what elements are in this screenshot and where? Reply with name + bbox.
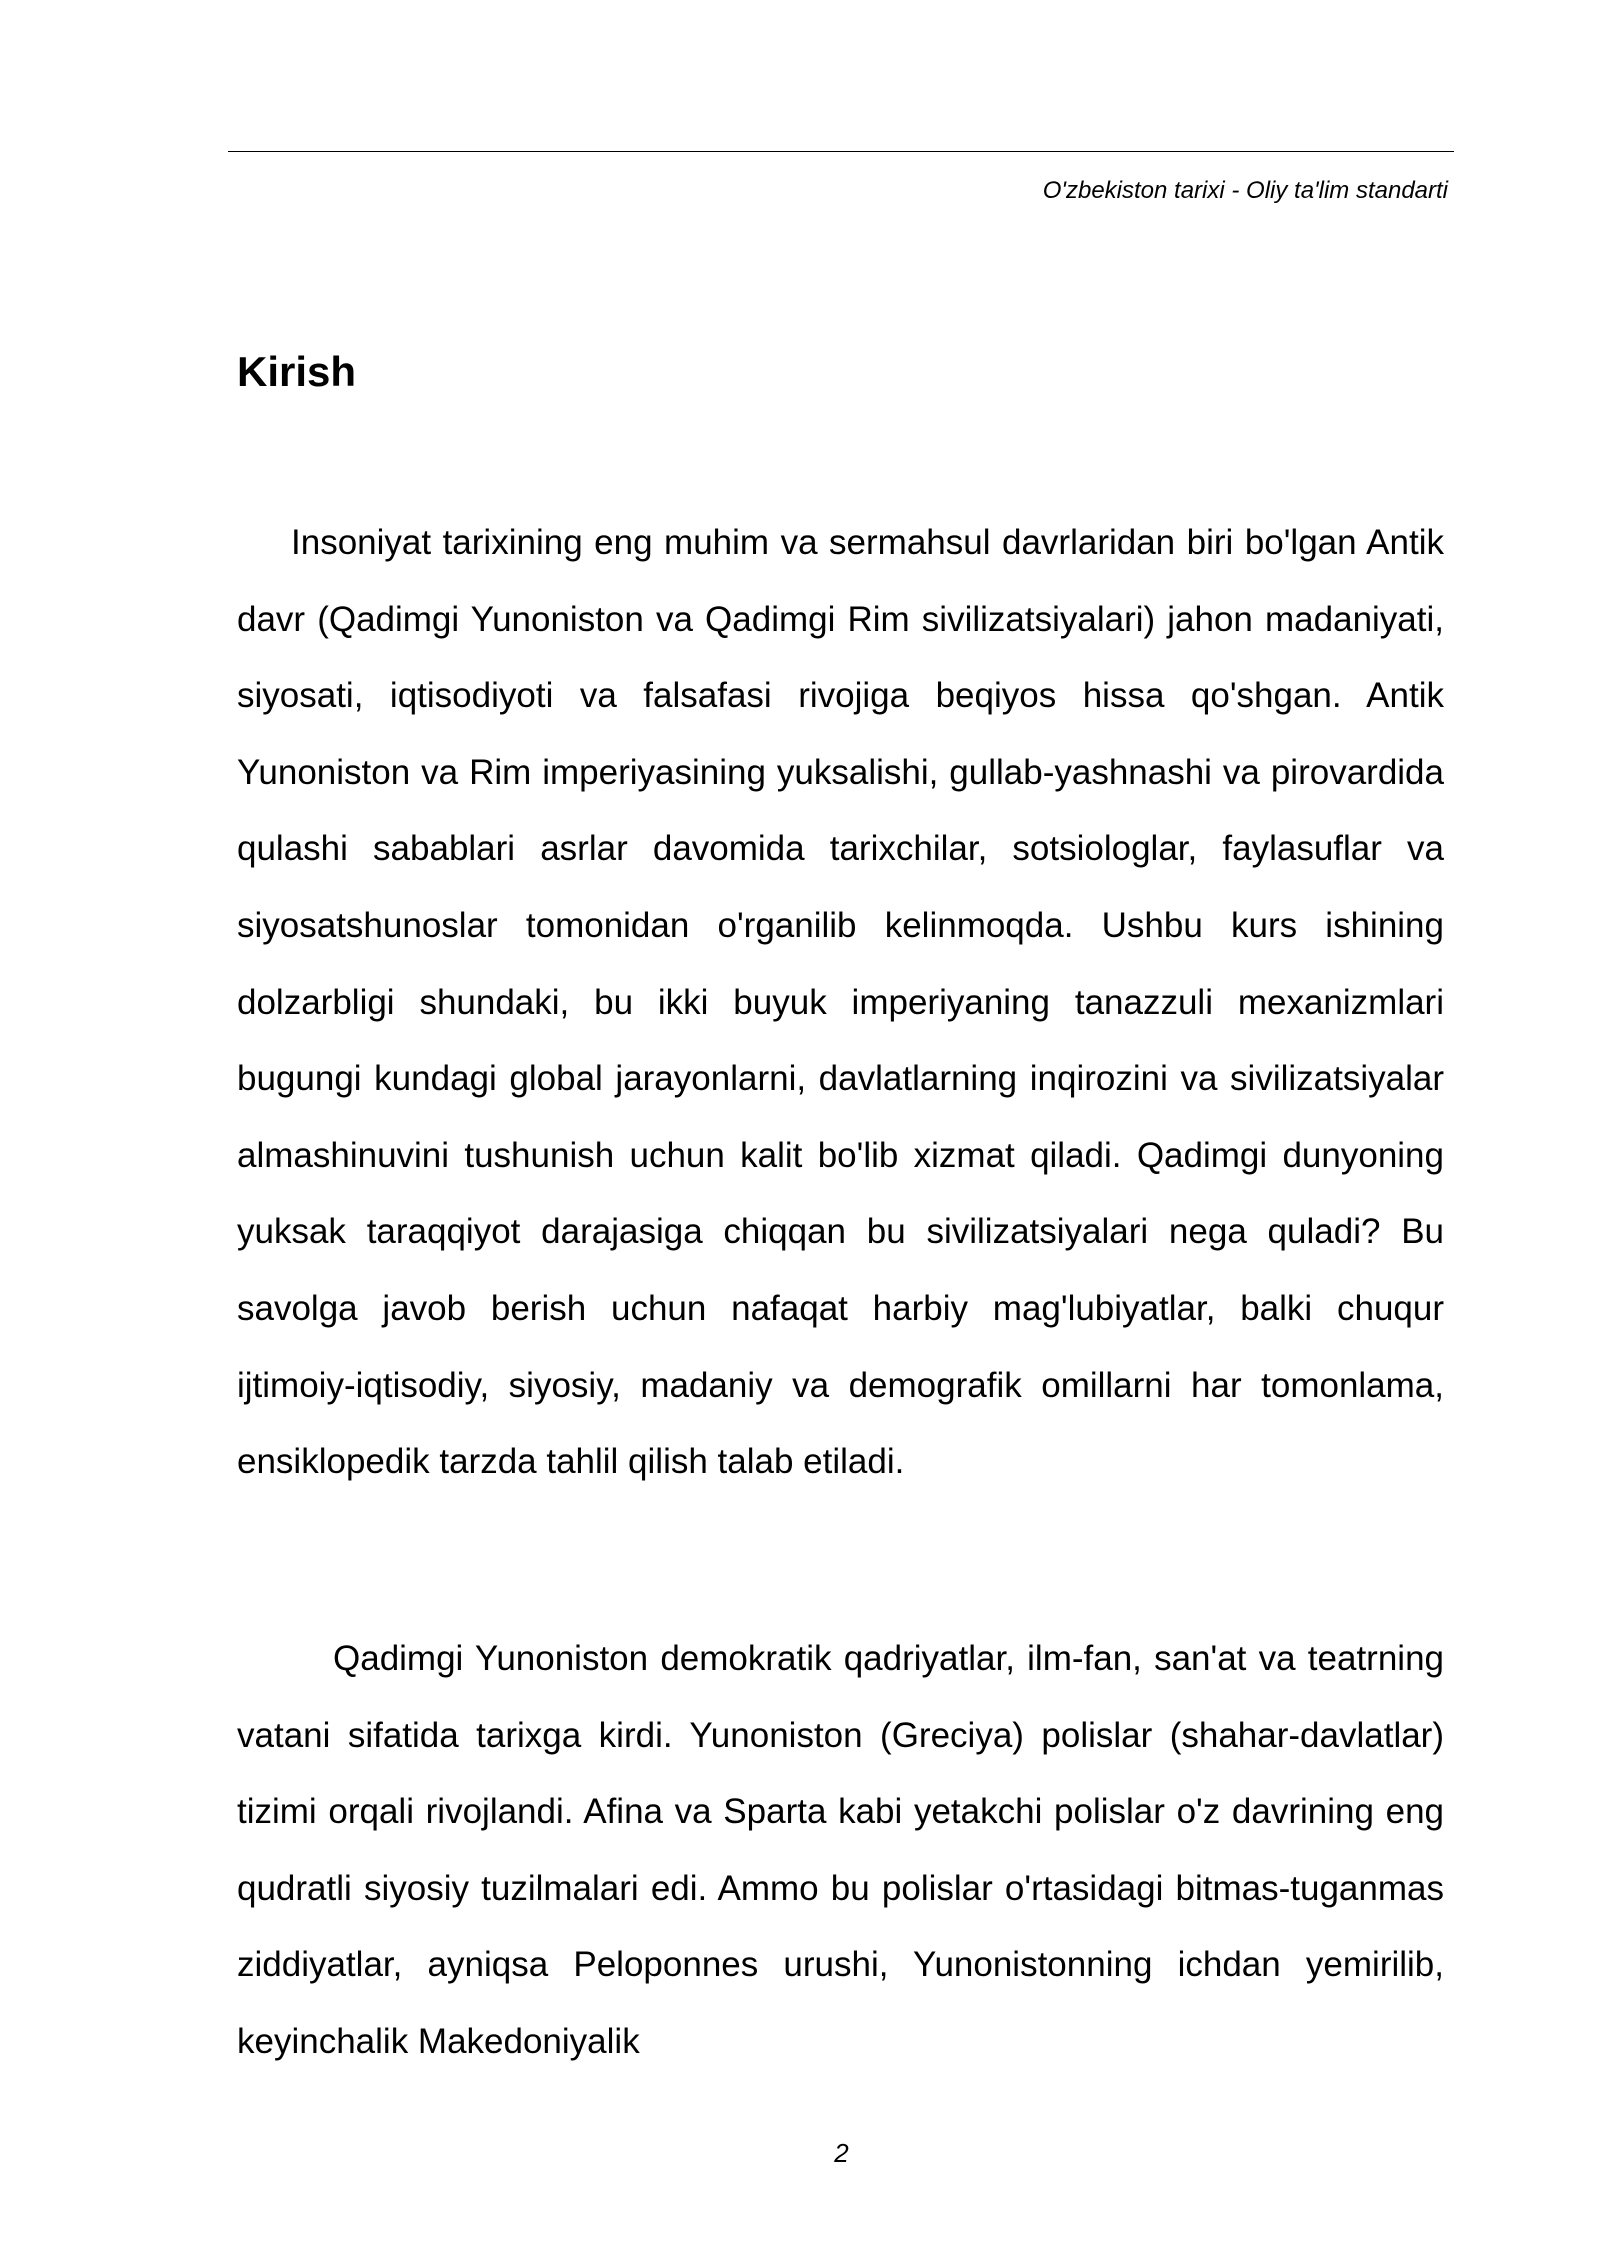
section-title: Kirish bbox=[237, 348, 357, 395]
body-paragraph-1: Insoniyat tarixining eng muhim va sermahsul davrlaridan biri bo'lgan Antik davr (Qadimgi Yunoniston va Qadimgi Rim sivilizatsiyalari) jahon madaniyati, siyosati, iqtisodiyoti va falsafasi rivojiga beqiyos hissa qo'shgan. Antik Yunoniston va Rim imperiyasining yuksalishi, gullab-yashnashi va pirovardida qulashi sabablari asrlar davomida tarixchilar, sotsiologlar, faylasuflar va siyosatshunoslar tomonidan o'rganilib kelinmoqda. Ushbu kurs ishining dolzarbligi shundaki, bu ikki buyuk imperiyaning tanazzuli mexanizmlari bugungi kundagi global jarayonlarni, davlatlarning inqirozini va sivilizatsiyalar almashinuvini tushunish uchun kalit bo'lib xizmat qiladi. Qadimgi dunyoning yuksak taraqqiyot darajasiga chiqqan bu sivilizatsiyalari nega quladi? Bu savolga javob berish uchun nafaqat harbiy mag'lubiyatlar, balki chuqur ijtimoiy-iqtisodiy, siyosiy, madaniy va demografik omillarni har tomonlama, ensiklopedik tarzda tahlil qilish talab etiladi. bbox=[237, 523, 1444, 1482]
body-paragraph-2: Qadimgi Yunoniston demokratik qadriyatlar, ilm-fan, san'at va teatrning vatani sifatida tarixga kirdi. Yunoniston (Greciya) polislar (shahar-davlatlar) tizimi orqali rivojlandi. Afina va Sparta kabi yetakchi polislar o'z davrining eng qudratli siyosiy tuzilmalari edi. Ammo bu polislar o'rtasidagi bitmas-tuganmas ziddiyatlar, ayniqsa Peloponnes urushi, Yunonistonning ichdan yemirilib, keyinchalik Makedoniyalik bbox=[237, 1639, 1444, 2061]
header-rule bbox=[228, 151, 1454, 152]
page-number: 2 bbox=[834, 2138, 849, 2168]
running-header: O'zbekiston tarixi - Oliy ta'lim standarti bbox=[1042, 177, 1448, 204]
